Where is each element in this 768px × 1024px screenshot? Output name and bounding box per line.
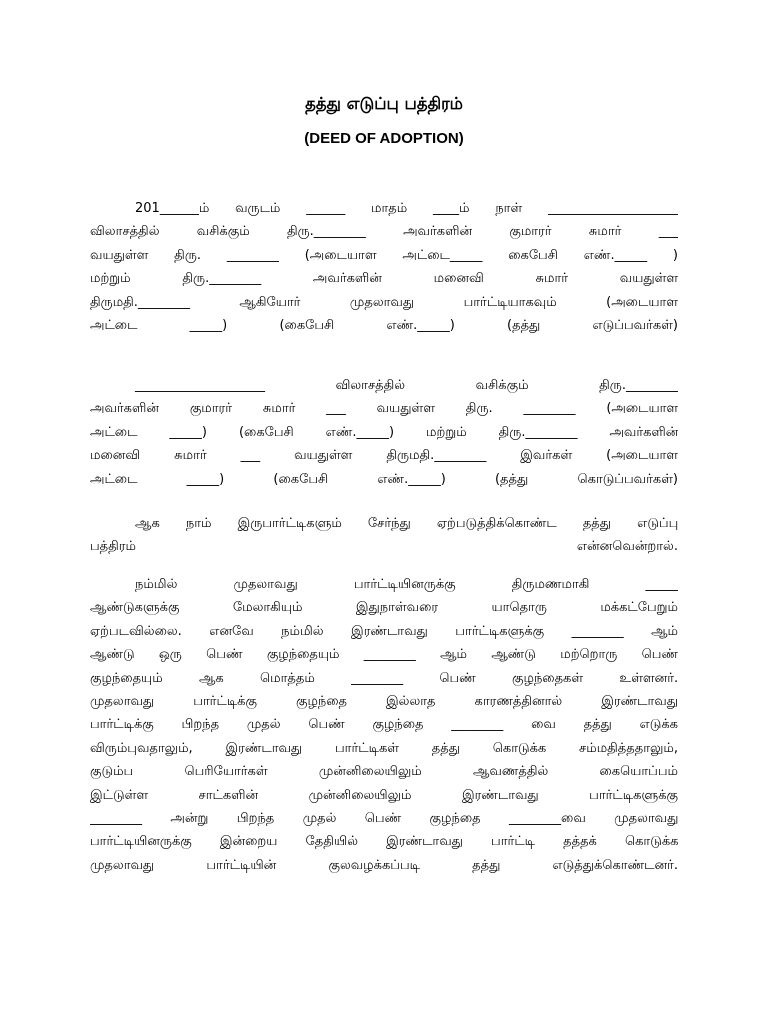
paragraph-line: குழந்தையும் ஆக மொத்தம் ________ பெண் குழந்தைகள் உள்ளனர்.: [90, 670, 678, 686]
paragraph-line: ஆண்டுகளுக்கு மேலாகியும் இதுநாள்வரை யாதொரு மக்கட்பேறும்: [90, 600, 678, 616]
paragraph-line: பார்ட்டியினருக்கு இன்றைய தேதியில் இரண்டாவது பார்ட்டி தத்தக் கொடுக்க: [90, 834, 678, 850]
paragraph-line: ____________________ விலாசத்தில் வசிக்கும் திரு.________: [135, 378, 678, 393]
paragraph-line: ஆண்டு ஒரு பெண் குழந்தையும் ________ ஆம் ஆண்டு மற்றொரு பெண்: [90, 647, 678, 663]
document-subtitle: (DEED OF ADOPTION): [304, 130, 464, 147]
paragraph-line: முதலாவது பார்ட்டிக்கு குழந்தை இல்லாத காரணத்தினால் இரண்டாவது: [90, 694, 678, 710]
paragraph-line: பத்திரம் என்னவென்றால்.: [90, 539, 678, 555]
paragraph-line: நம்மில் முதலாவது பார்ட்டியினருக்கு திருமணமாகி _____: [135, 577, 678, 592]
paragraph-line: அவர்களின் குமாரர் சுமார் ___ வயதுள்ள திரு. ________ (அடையாள: [90, 401, 678, 417]
paragraph-line: ஏற்படவில்லை. எனவே நம்மில் இரண்டாவது பார்ட்டிகளுக்கு ________ ஆம்: [90, 623, 678, 639]
paragraph-agreement: [90, 512, 678, 559]
paragraph-line: மனைவி சுமார் ___ வயதுள்ள திருமதி.________ இவர்கள் (அடையாள: [90, 448, 678, 464]
paragraph-line: விரும்புவதாலும், இரண்டாவது பார்ட்டிகள் தத்து கொடுக்க சம்மதித்ததாலும்,: [90, 740, 678, 756]
paragraph-line: விலாசத்தில் வசிக்கும் திரு.________ அவர்களின் குமாரர் சுமார் ___: [90, 224, 678, 240]
paragraph-line: திருமதி.________ ஆகியோர் முதலாவது பார்ட்டியாகவும் (அடையாள: [90, 294, 678, 310]
paragraph-line: ________ அன்று பிறந்த முதல் பெண் குழந்தை ________வை முதலாவது: [90, 811, 678, 827]
paragraph-line: அட்டை _____) (கைபேசி எண்._____) (தத்து கொடுப்பவர்கள்): [90, 471, 678, 487]
paragraph-terms: [90, 573, 678, 877]
paragraph-line: குடும்ப பெரியோர்கள் முன்னிலையிலும் ஆவணத்தில் கையொப்பம்: [90, 764, 678, 780]
paragraph-line: அட்டை _____) (கைபேசி எண்._____) மற்றும் திரு.________ அவர்களின்: [90, 424, 678, 440]
paragraph-line: இட்டுள்ள சாட்களின் முன்னிலையிலும் இரண்டாவது பார்ட்டிகளுக்கு: [90, 787, 678, 803]
paragraph-line: மற்றும் திரு.________ அவர்களின் மனைவி சுமார் வயதுள்ள: [90, 271, 678, 287]
paragraph-line: ஆக நாம் இருபார்ட்டிகளும் சேர்ந்து ஏற்படுத்திக்கொண்ட தத்து எடுப்பு: [135, 516, 678, 531]
paragraph-line: வயதுள்ள திரு. ________ (அடையாள அட்டை_____ கைபேசி எண்._____ ): [90, 247, 678, 263]
paragraph-adopters: [90, 197, 678, 337]
paragraph-line: முதலாவது பார்ட்டியின் குலவழக்கப்படி தத்து எடுத்துக்கொண்டனர்.: [90, 857, 678, 873]
paragraph-line: அட்டை _____) (கைபேசி எண்._____) (தத்து எடுப்பவர்கள்): [90, 318, 678, 334]
paragraph-line: பார்ட்டிக்கு பிறந்த முதல் பெண் குழந்தை ________ வை தத்து எடுக்க: [90, 717, 678, 733]
document-title: தத்து எடுப்பு பத்திரம்: [305, 94, 463, 113]
paragraph-line: 201______ம் வருடம் ______ மாதம் ____ம் நாள் ____________________: [135, 201, 678, 216]
paragraph-givers: [90, 374, 678, 491]
